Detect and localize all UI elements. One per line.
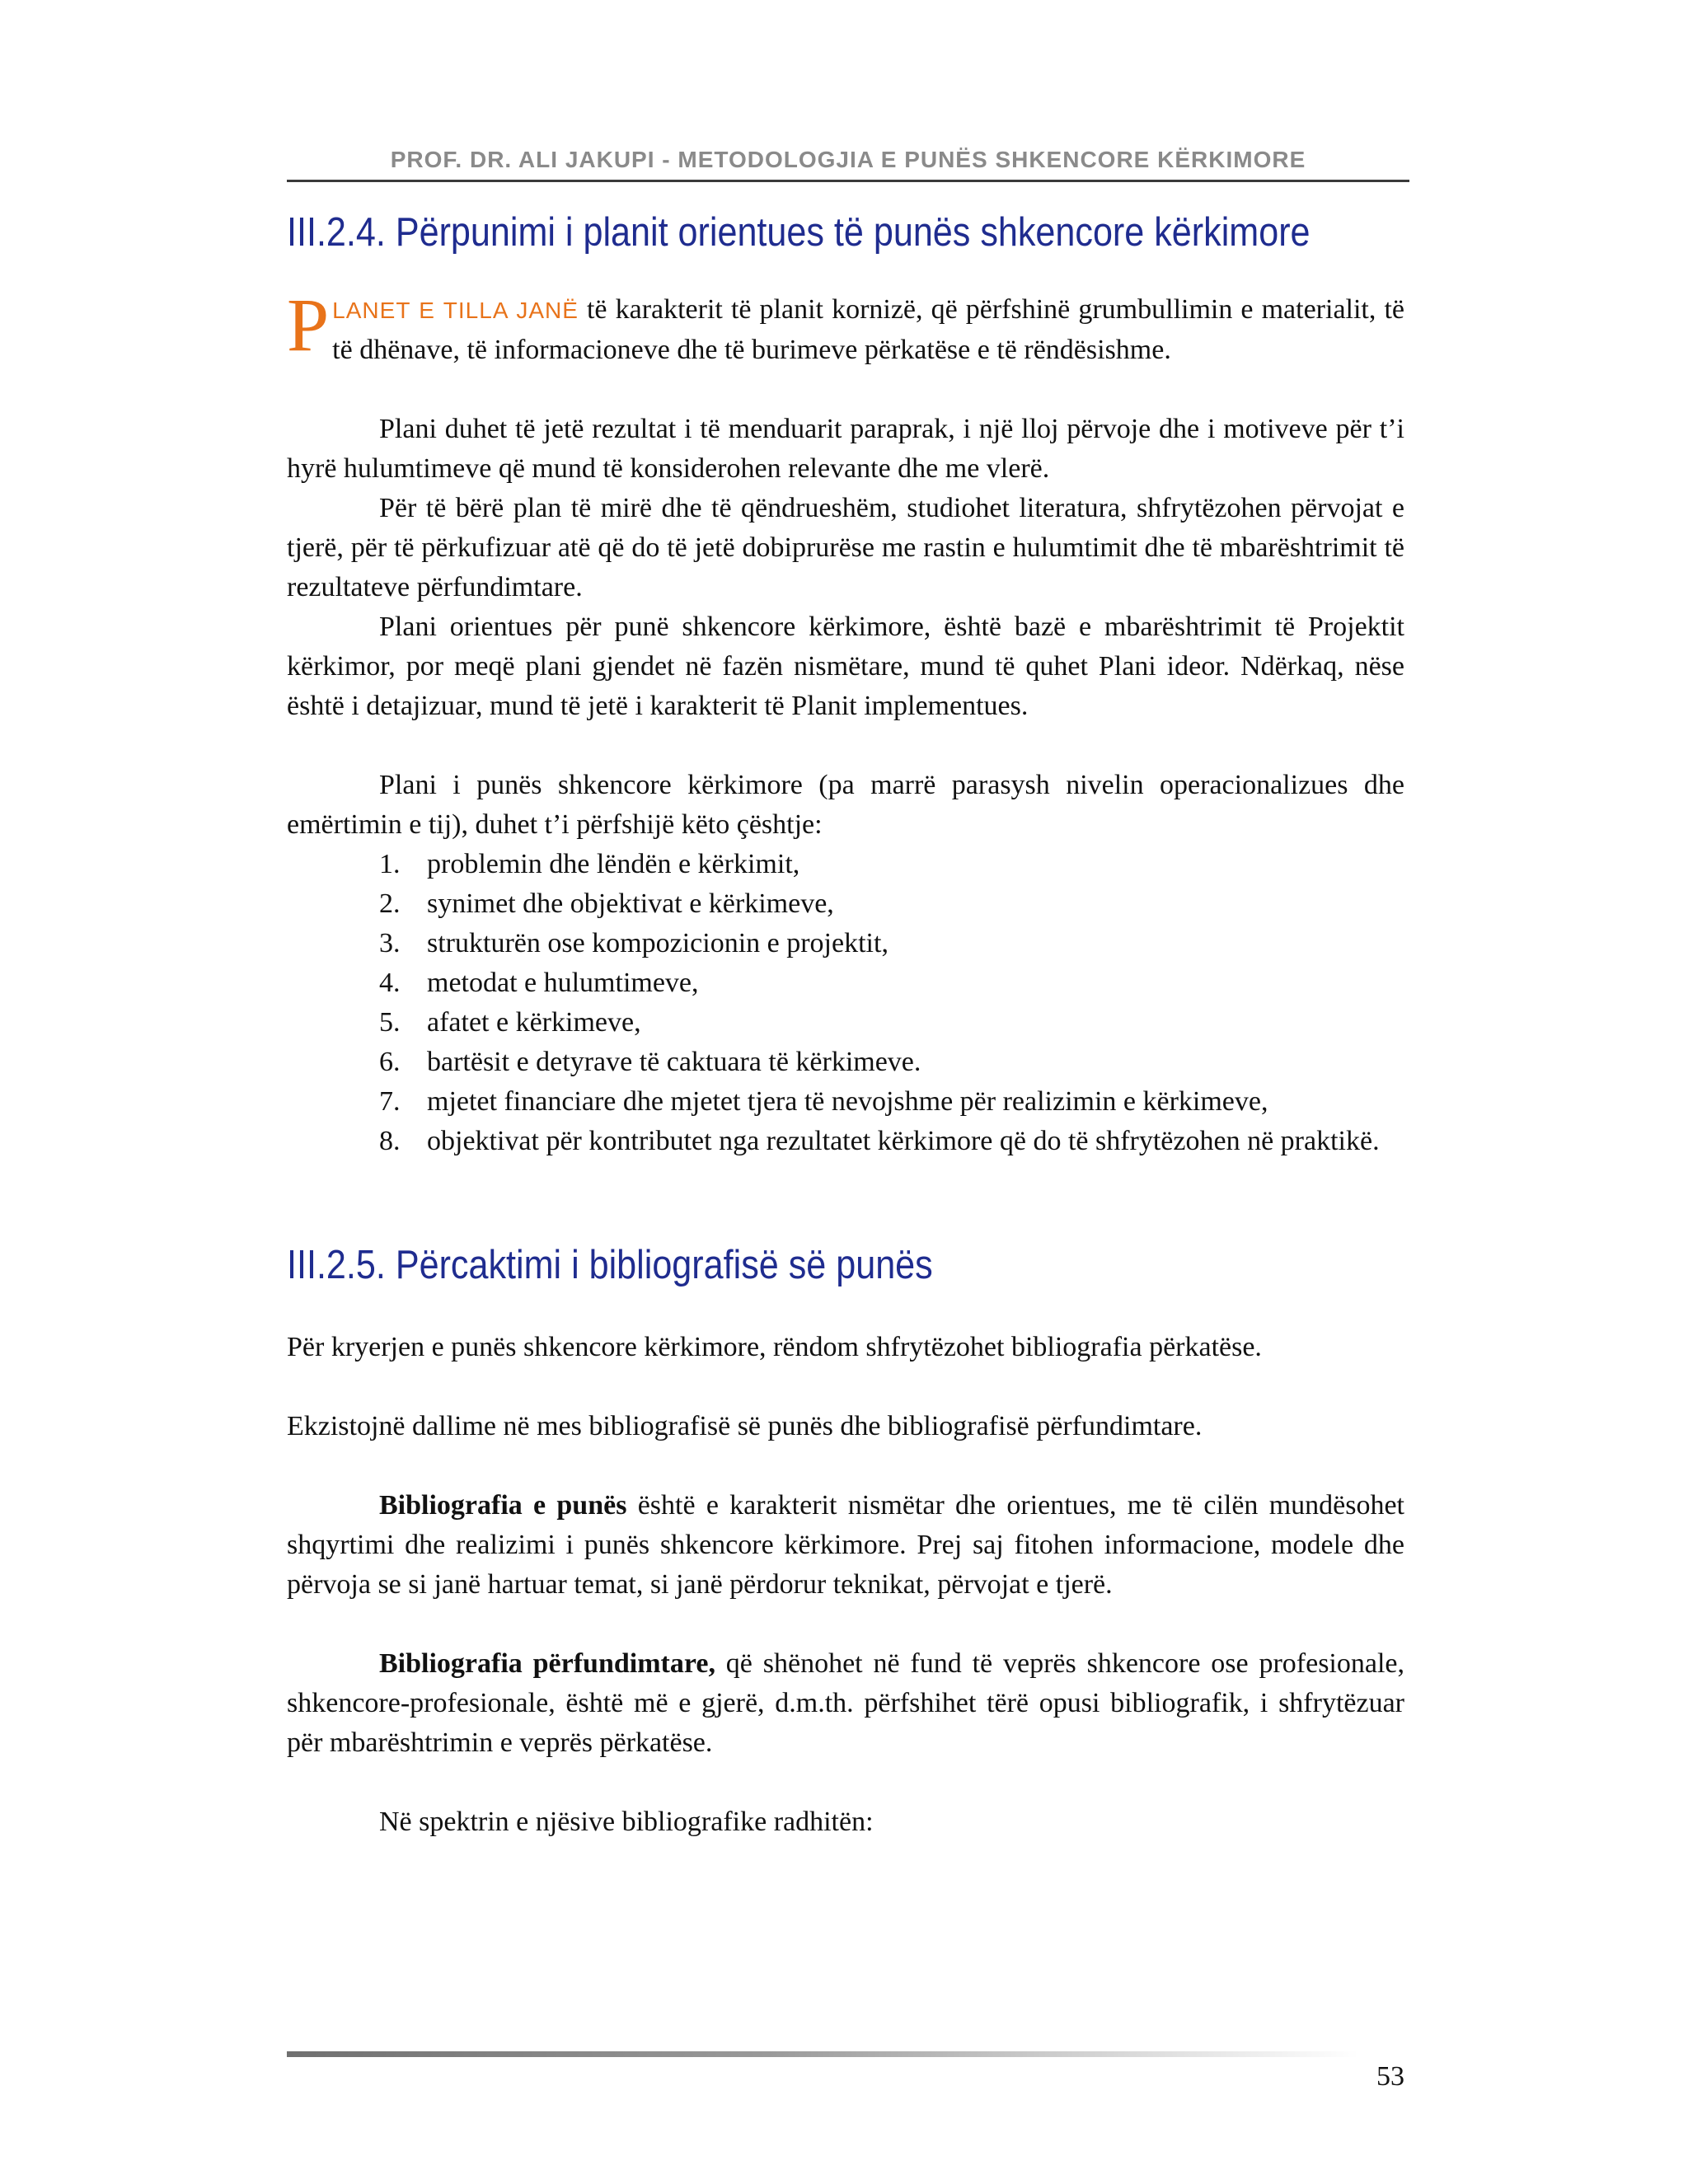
list-item (287, 1043, 1404, 1082)
lead-small-caps: LANET E TILLA JANË (332, 298, 579, 323)
list-number: 3. (379, 928, 401, 958)
term-bold: Bibliografia e punës (379, 1490, 627, 1521)
list-item (287, 924, 1404, 963)
list-text: strukturën ose kompozicionin e projektit, (427, 928, 889, 958)
page-number: 53 (1376, 2061, 1404, 2092)
paragraph: Plani duhet të jetë rezultat i të menduarit paraprak, i një lloj përvoje dhe i motiveve për t’i hyrë hulumtimeve që mund të konsiderohen relevante dhe me vlerë. (287, 414, 1404, 484)
page-content (287, 203, 1404, 1842)
footer-rule (287, 2051, 1358, 2057)
paragraph: Në spektrin e njësive bibliografike radhitën: (379, 1807, 874, 1837)
section-title-3-2-5: III.2.5. Përcaktimi i bibliografisë së punës (287, 1243, 933, 1287)
paragraph: Plani orientues për punë shkencore kërkimore, është bazë e mbarështrimit të Projektit kërkimor, por meqë plani gjendet në fazën nismëtare, mund të quhet Plani ideor. Ndërkaq, nëse është i detajizuar, mund të jetë i karakterit të Planit implementues. (287, 612, 1404, 721)
paragraph: Plani i punës shkencore kërkimore (pa marrë parasysh nivelin operacionalizues dhe emërtimin e tij), duhet t’i përfshijë këto çështje: (287, 770, 1404, 840)
paragraph: Për të bërë plan të mirë dhe të qëndrueshëm, studiohet literatura, shfrytëzohen përvojat e tjerë, për të përkufizuar atë që do të jetë dobiprurëse me rastin e hulumtimit dhe të mbarështrimit të rezultateve përfundimtare. (287, 493, 1404, 602)
list-text: bartësit e detyrave të caktuara të kërkimeve. (427, 1047, 921, 1077)
list-item (287, 884, 1404, 924)
list-number: 2. (379, 888, 401, 919)
list-text: objektivat për kontributet nga rezultatet kërkimore që do të shfrytëzohen në praktikë. (427, 1126, 1380, 1156)
list-text: afatet e kërkimeve, (427, 1007, 641, 1038)
list-number: 6. (379, 1047, 401, 1077)
list-item (287, 1122, 1404, 1161)
paragraph: Për kryerjen e punës shkencore kërkimore, rëndom shfrytëzohet bibliografia përkatëse. (287, 1332, 1262, 1362)
list-item (287, 1003, 1404, 1043)
paragraph-final-bibliography (287, 1644, 1404, 1763)
list-number: 8. (379, 1126, 401, 1156)
list-number: 7. (379, 1086, 401, 1117)
list-item (287, 963, 1404, 1003)
definition-text: është e karakterit nismëtar dhe orientues, me të cilën mundësohet shqyrtimi dhe realizimi i punës shkencore kërkimore. Prej saj fitohen informacione, modele dhe përvoja se si janë hartuar temat, si janë përdorur teknikat, përvojat e tjerë. (287, 1490, 1404, 1600)
list-item (287, 1082, 1404, 1122)
list-text: mjetet financiare dhe mjetet tjera të nevojshme për realizimin e kërkimeve, (427, 1086, 1268, 1117)
list-number: 1. (379, 849, 401, 879)
header-rule (287, 180, 1409, 182)
section-title-3-2-4: III.2.4. Përpunimi i planit orientues të punës shkencore kërkimore (287, 210, 1311, 255)
term-bold: Bibliografia përfundimtare, (379, 1648, 715, 1679)
list-text: problemin dhe lëndën e kërkimit, (427, 849, 800, 879)
paragraph-working-bibliography (287, 1486, 1404, 1605)
list-number: 5. (379, 1007, 401, 1038)
planning-issues-list (287, 845, 1404, 1161)
list-number: 4. (379, 968, 401, 998)
list-item (287, 845, 1404, 884)
lead-text: të karakterit të planit kornizë, që përfshinë grumbullimin e materialit, të të dhënave, të informacioneve dhe të burimeve përkatëse e të rëndësishme. (332, 294, 1404, 365)
list-text: synimet dhe objektivat e kërkimeve, (427, 888, 834, 919)
drop-cap: P (287, 283, 330, 367)
lead-paragraph (287, 283, 1404, 370)
definition-text: që shënohet në fund të veprës shkencore ose profesionale, shkencore-profesionale, është më e gjerë, d.m.th. përfshihet tërë opusi bibliografik, i shfrytëzuar për mbarështrimin e veprës përkatëse. (287, 1648, 1404, 1758)
paragraph: Ekzistojnë dallime në mes bibliografisë së punës dhe bibliografisë përfundimtare. (287, 1411, 1203, 1441)
running-header: PROF. DR. ALI JAKUPI - METODOLOGJIA E PUNËS SHKENCORE KËRKIMORE (390, 147, 1306, 172)
list-text: metodat e hulumtimeve, (427, 968, 699, 998)
